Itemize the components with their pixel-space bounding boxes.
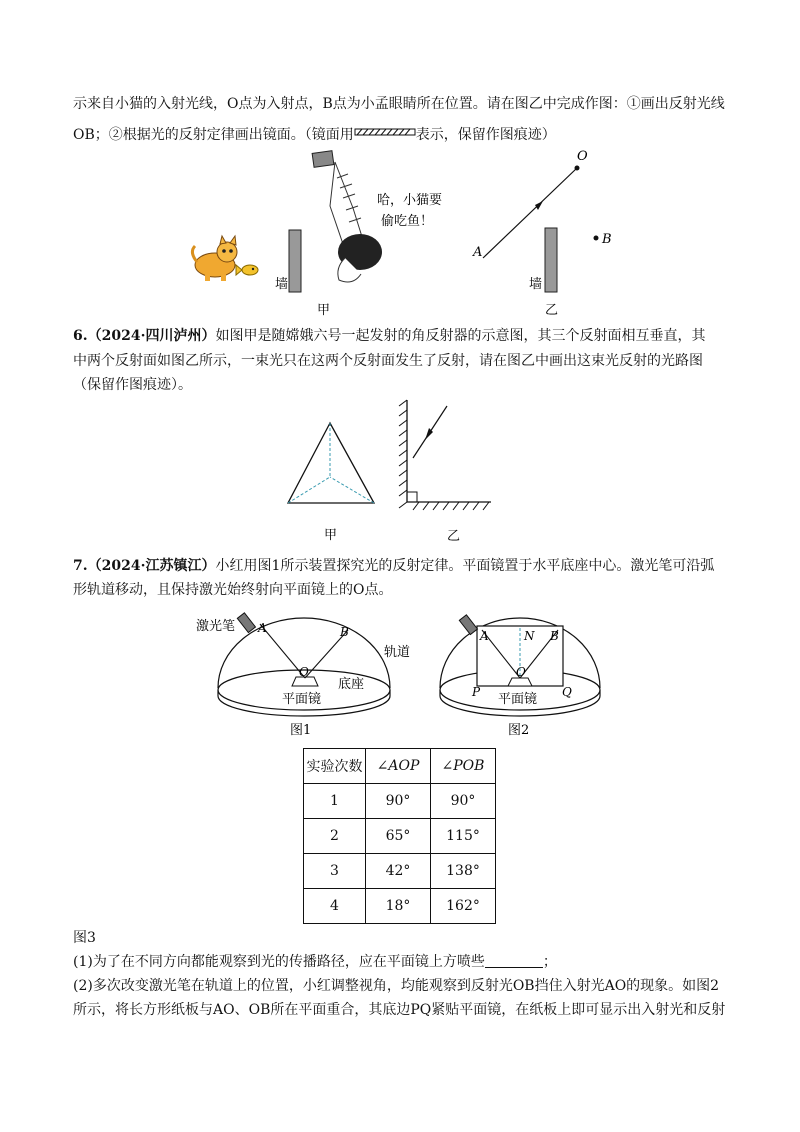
q7-figure-1 [190, 610, 420, 740]
q6-source: （2024·四川泸州） [87, 328, 216, 344]
q7-figure-2 [432, 610, 612, 740]
caption-fig2: 图2 [508, 723, 530, 738]
q5-text-line2 [73, 125, 556, 145]
table-cell: 90° [431, 784, 496, 819]
table-row [304, 889, 496, 924]
table-header-row [304, 749, 496, 784]
point-b [594, 236, 599, 241]
q6-figure-jia [280, 415, 390, 545]
answer-blank[interactable] [485, 953, 543, 968]
table-cell: 1 [304, 784, 366, 819]
label-b: B [340, 625, 349, 639]
q7-sub1 [73, 952, 557, 972]
label-a: A [480, 629, 489, 643]
q7-source: （2024·江苏镇江） [87, 558, 216, 574]
experiment-table [303, 748, 496, 924]
q6-number: 6. [73, 328, 88, 344]
label-a: A [258, 621, 267, 635]
cat-icon [192, 236, 237, 281]
label-o: O [577, 149, 588, 164]
q5-text-line1: 示来自小猫的入射光线，O点为入射点，B点为小孟眼睛所在位置。请在图乙中完成作图：①画出反射光线 [73, 96, 725, 112]
boy-icon [312, 151, 382, 282]
table-cell: 4 [304, 889, 366, 924]
q7-sub2-line1: (2)多次改变激光笔在轨道上的位置，小红调整视角，均能观察到反射光OB挡住入射光AO的现象。如图2 [73, 978, 720, 994]
point-o [575, 166, 580, 171]
table-cell: 18° [366, 889, 431, 924]
wall-label: 墙 [529, 277, 543, 292]
fig3-caption: 图3 [73, 930, 96, 946]
label-track: 轨道 [384, 645, 411, 660]
table-row [304, 819, 496, 854]
wall [545, 228, 557, 292]
arrow-icon [535, 201, 543, 210]
label-p: P [472, 685, 481, 699]
q5-figure-yi [465, 148, 625, 320]
q7-line1: 小红用图1所示装置探究光的反射定律。平面镜置于水平底座中心。激光笔可沿弧 [215, 558, 715, 574]
q7-text-line1 [73, 556, 714, 576]
caption-jia: 甲 [317, 303, 331, 318]
table-cell: 2 [304, 819, 366, 854]
label-laser: 激光笔 [196, 619, 236, 634]
table-row [304, 854, 496, 889]
table-cell: 115° [431, 819, 496, 854]
caption-yi: 乙 [545, 303, 559, 318]
label-o: O [516, 665, 526, 679]
q6-text-line3: （保留作图痕迹）。 [73, 377, 192, 393]
table-header: ∠POB [431, 749, 496, 784]
q7-sub1-end: ； [542, 954, 557, 970]
table-header: ∠AOP [366, 749, 431, 784]
q5-text-line2b: 表示，保留作图痕迹） [415, 127, 556, 143]
table-cell: 138° [431, 854, 496, 889]
label-b: B [550, 629, 559, 643]
caption-jia: 甲 [324, 528, 338, 543]
caption-yi: 乙 [447, 529, 461, 544]
label-mirror: 平面镜 [282, 692, 322, 707]
speech-line1: 哈，小猫要 [377, 193, 443, 208]
label-q: Q [562, 685, 572, 699]
label-mirror: 平面镜 [498, 692, 538, 707]
mirror-symbol-icon [354, 128, 416, 138]
q7-number: 7. [73, 558, 88, 574]
q7-text-line2: 形轨道移动，且保持激光始终射向平面镜上的O点。 [73, 582, 393, 598]
q6-figure-yi [395, 398, 495, 545]
fish-icon [236, 265, 258, 275]
table-cell: 42° [366, 854, 431, 889]
table-cell: 65° [366, 819, 431, 854]
q6-text-line2: 中两个反射面如图乙所示，一束光只在这两个反射面发生了反射，请在图乙中画出这束光反射的光路图 [73, 353, 703, 369]
q5-text-line2a: OB；②根据光的反射定律画出镜面。（镜面用 [73, 127, 354, 143]
table-cell: 162° [431, 889, 496, 924]
label-base: 底座 [338, 677, 365, 692]
q6-line1: 如图甲是随嫦娥六号一起发射的角反射器的示意图，其三个反射面相互垂直，其 [215, 328, 706, 344]
q7-sub1-text: (1)为了在不同方向都能观察到光的传播路径，应在平面镜上方喷些 [73, 954, 485, 970]
q5-figure-jia [185, 148, 443, 320]
label-b: B [602, 232, 612, 247]
table-row [304, 784, 496, 819]
table-cell: 3 [304, 854, 366, 889]
label-a: A [473, 245, 483, 260]
q6-text-line1 [73, 326, 705, 346]
table-cell: 90° [366, 784, 431, 819]
wall [289, 230, 301, 292]
speech-line2: 偷吃鱼！ [381, 214, 434, 229]
label-n: N [524, 629, 535, 643]
q7-sub2-line2: 所示，将长方形纸板与AO、OB所在平面重合，其底边PQ紧贴平面镜，在纸板上即可显示出入射光和反射 [73, 1002, 726, 1018]
label-o: O [299, 665, 309, 679]
table-header: 实验次数 [304, 749, 366, 784]
wall-label: 墙 [275, 277, 289, 292]
incident-ray [483, 168, 577, 258]
caption-fig1: 图1 [290, 723, 312, 738]
